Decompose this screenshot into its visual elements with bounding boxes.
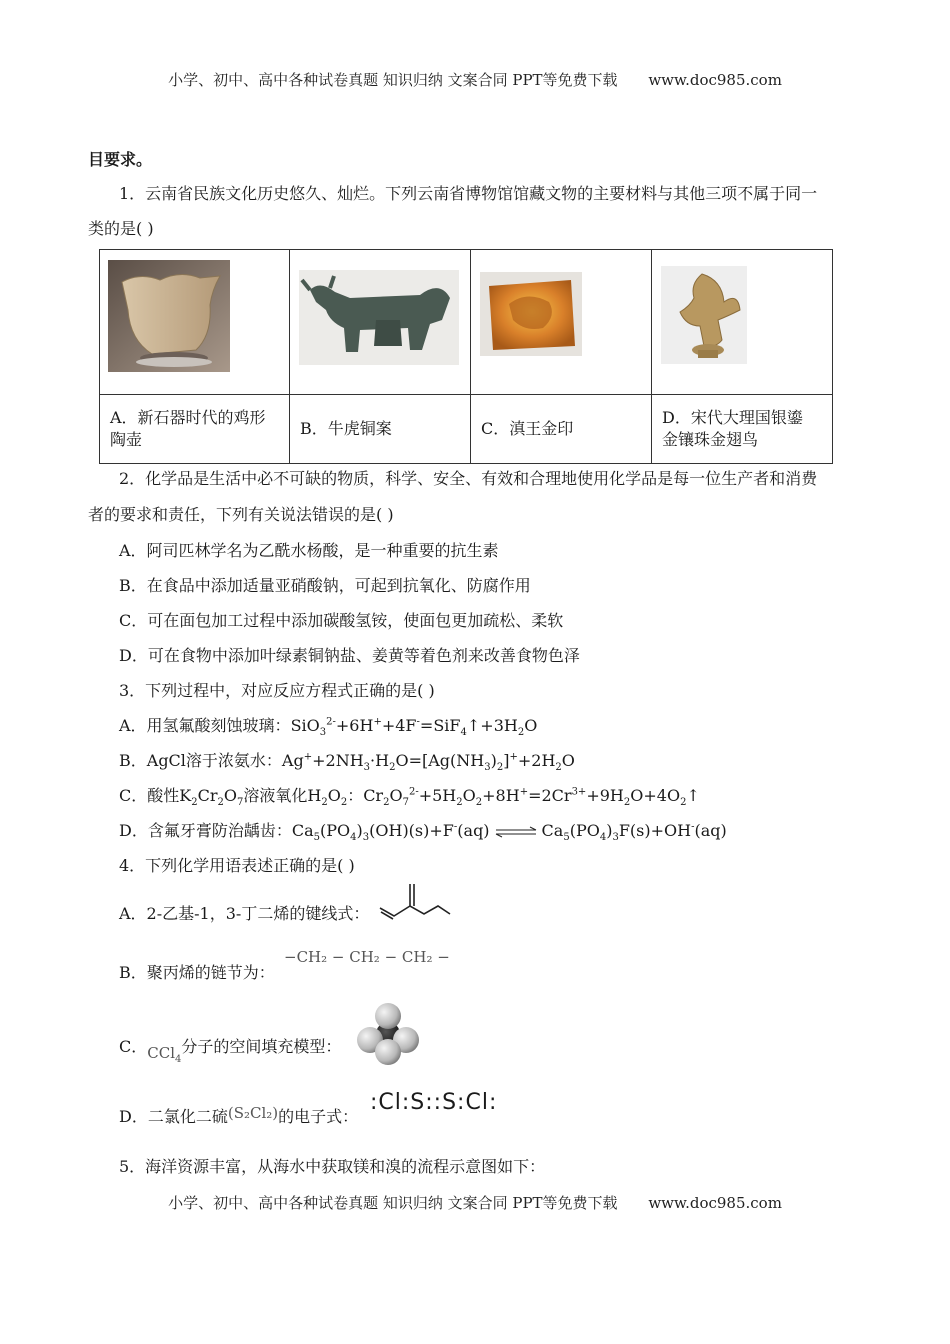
ccl4-space-filling-model-image <box>356 1002 420 1066</box>
footer-text: 小学、初中、高中各种试卷真题 知识归纳 文案合同 PPT等免费下载 <box>168 1194 618 1212</box>
q1-image-cell-c <box>471 250 652 395</box>
q1-stem-line2: 类的是( ) <box>88 219 154 238</box>
page-header <box>0 69 950 90</box>
q3-option-c[interactable]: C．酸性$K_2Cr_2O_7$溶液氧化$H_2O_2$：$Cr_2O_7^{2-}+5H_2O_2+8H^+=2Cr^{3+}+9H_2O+4O_2↑$ <box>119 786 700 809</box>
polypropylene-chain-formula: −CH₂ − CH₂ − CH₂ − <box>284 948 450 966</box>
q1-image-cell-a <box>100 250 290 395</box>
q1-image-cell-b <box>290 250 471 395</box>
q1-options-table <box>99 249 833 464</box>
q3-option-d[interactable]: D．含氟牙膏防治龋齿：$Ca_5(PO_4)_3(OH)(s)+F^-(aq)$ $Ca_5(PO_4)_3F(s)+OH^-(aq)$ <box>119 821 727 844</box>
q1-option-d[interactable]: D．宋代大理国银鎏 金镶珠金翅鸟 <box>652 395 833 464</box>
q2-option-c[interactable]: C．可在面包加工过程中添加碳酸氢铵，使面包更加疏松、柔软 <box>119 611 564 630</box>
q1-image-cell-d <box>652 250 833 395</box>
q4-option-d[interactable]: D．二氯化二硫(S₂Cl₂)的电子式： <box>119 1104 359 1126</box>
intro-tail: 目要求。 <box>88 150 153 169</box>
q2-stem-line1: 2．化学品是生活中必不可缺的物质，科学、安全、有效和合理地使用化学品是每一位生产者和消费 <box>119 469 818 488</box>
header-text: 小学、初中、高中各种试卷真题 知识归纳 文案合同 PPT等免费下载 <box>168 71 618 89</box>
s2cl2-electron-dot-formula: :Cl:S::S:Cl: <box>370 1090 498 1115</box>
q1-stem-line1: 1．云南省民族文化历史悠久、灿烂。下列云南省博物馆馆藏文物的主要材料与其他三项不属于同一 <box>119 184 818 203</box>
q2-stem-line2: 者的要求和责任，下列有关说法错误的是( ) <box>88 505 394 524</box>
skeletal-formula-diene-image <box>376 880 456 922</box>
q2-option-d[interactable]: D．可在食物中添加叶绿素铜钠盐、姜黄等着色剂来改善食物色泽 <box>119 646 580 665</box>
page-footer <box>0 1192 950 1213</box>
s2cl2-formula: (S₂Cl₂) <box>227 1104 279 1122</box>
q1-option-a[interactable]: A．新石器时代的鸡形 陶壶 <box>100 395 290 464</box>
q3-stem: 3．下列过程中，对应反应方程式正确的是( ) <box>119 681 435 700</box>
q4-stem: 4．下列化学用语表述正确的是( ) <box>119 856 355 875</box>
q4-option-b[interactable]: B．聚丙烯的链节为： <box>119 963 275 982</box>
q3-option-b[interactable]: B．AgCl溶于浓氨水：$Ag^++2NH_3\cdot H_2O=[Ag(NH_3)_2]^++2H_2O$ <box>119 751 575 774</box>
q1-option-b[interactable]: B．牛虎铜案 <box>290 395 471 464</box>
golden-winged-bird-image <box>652 250 832 390</box>
pottery-pot-image <box>100 250 289 390</box>
header-url[interactable]: www.doc985.com <box>648 71 782 89</box>
bronze-ox-tiger-table-image <box>290 250 470 390</box>
equilibrium-arrow-icon <box>494 826 538 838</box>
q1-option-c[interactable]: C．滇王金印 <box>471 395 652 464</box>
q5-stem: 5．海洋资源丰富，从海水中获取镁和溴的流程示意图如下： <box>119 1157 546 1176</box>
footer-url[interactable]: www.doc985.com <box>648 1194 782 1212</box>
q4-option-a[interactable]: A．2-乙基-1，3-丁二烯的键线式： <box>119 904 370 923</box>
gold-seal-image <box>471 250 651 390</box>
q2-option-a[interactable]: A．阿司匹林学名为乙酰水杨酸，是一种重要的抗生素 <box>119 541 499 560</box>
q2-option-b[interactable]: B．在食品中添加适量亚硝酸钠，可起到抗氧化、防腐作用 <box>119 576 531 595</box>
q3-option-a[interactable]: A．用氢氟酸刻蚀玻璃：$SiO_3^{2-}+6H^++4F^-=SiF_4↑+3H_2O$ <box>119 716 538 739</box>
q4-option-c[interactable]: C．CCl$_4$分子的空间填充模型： <box>119 1037 342 1065</box>
